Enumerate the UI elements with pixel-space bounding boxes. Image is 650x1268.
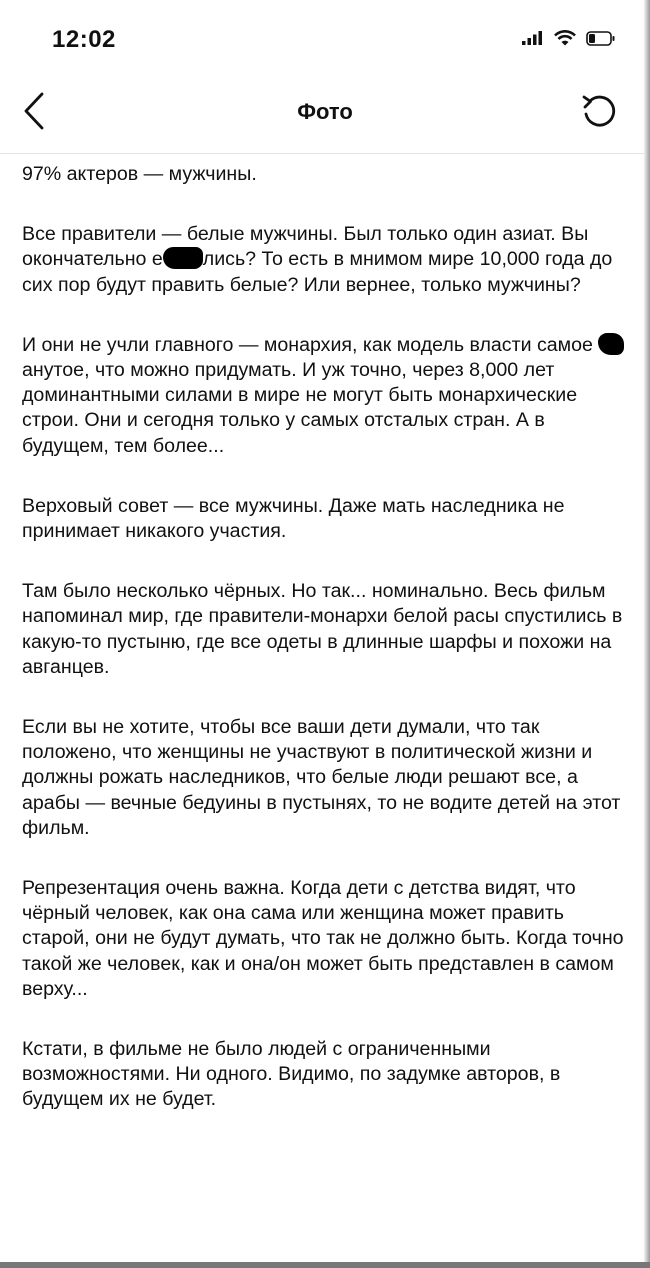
paragraph: Репрезентация очень важна. Когда дети с детства видят, что чёрный человек, как она сама или женщина может править старой, они не будут думать, что так не должно быть. Когда точно такой же человек, как и она/он может быть представлен в самом верху... xyxy=(22,877,624,1000)
cellular-signal-icon xyxy=(522,31,544,50)
redaction-mark xyxy=(163,247,203,269)
paragraph-part: анутое, что можно придумать. И уж точно, через 8,000 лет доминантными силами в мире не могут быть монархические строи. Они и сегодня только у самых отсталых стран. А в будущем, тем более... xyxy=(22,359,578,457)
screen-edge xyxy=(644,0,650,1268)
navigation-bar xyxy=(0,75,650,154)
paragraph-part: лись? То есть в мнимом мире 10,000 года до сих пор будут править белые? Или вернее, только мужчины? xyxy=(22,248,613,296)
refresh-button[interactable] xyxy=(574,89,624,137)
status-bar xyxy=(0,0,650,75)
status-icons xyxy=(522,30,616,51)
battery-icon xyxy=(586,31,616,51)
paragraph: Там было несколько чёрных. Но так... номинально. Весь фильм напоминал мир, где правители-монархи белой расы спустились в какую-то пустыню, где все одеты в длинные шарфы и похожи на авганцев. xyxy=(22,580,623,678)
paragraph xyxy=(22,222,628,298)
paragraph-part: Все правители — белые мужчины. Был только один азиат. Вы окончательно е xyxy=(22,223,589,271)
wifi-icon xyxy=(554,30,576,51)
paragraph-part: И они не учли главного — монархия, как модель власти самое xyxy=(22,333,599,356)
paragraph: Кстати, в фильме не было людей с ограниченными возможностями. Ни одного. Видимо, по задумке авторов, в будущем их не будет. xyxy=(22,1038,561,1111)
redaction-mark xyxy=(598,333,624,355)
paragraph: Верховый совет — все мужчины. Даже мать наследника не принимает никакого участия. xyxy=(22,494,565,543)
post-text xyxy=(22,162,628,1148)
status-time: 12:02 xyxy=(52,26,116,53)
page-title: Фото xyxy=(297,99,353,124)
paragraph xyxy=(22,333,628,459)
paragraph: Если вы не хотите, чтобы все ваши дети думали, что так положено, что женщины не участвуют в политической жизни и должны рожать наследников, что белые люди решают все, а арабы — вечные бедуины в пустынях, то не водите детей на этот фильм. xyxy=(22,716,621,839)
paragraph: 97% актеров — мужчины. xyxy=(22,163,257,185)
bottom-edge xyxy=(0,1262,650,1268)
refresh-icon xyxy=(581,94,617,133)
